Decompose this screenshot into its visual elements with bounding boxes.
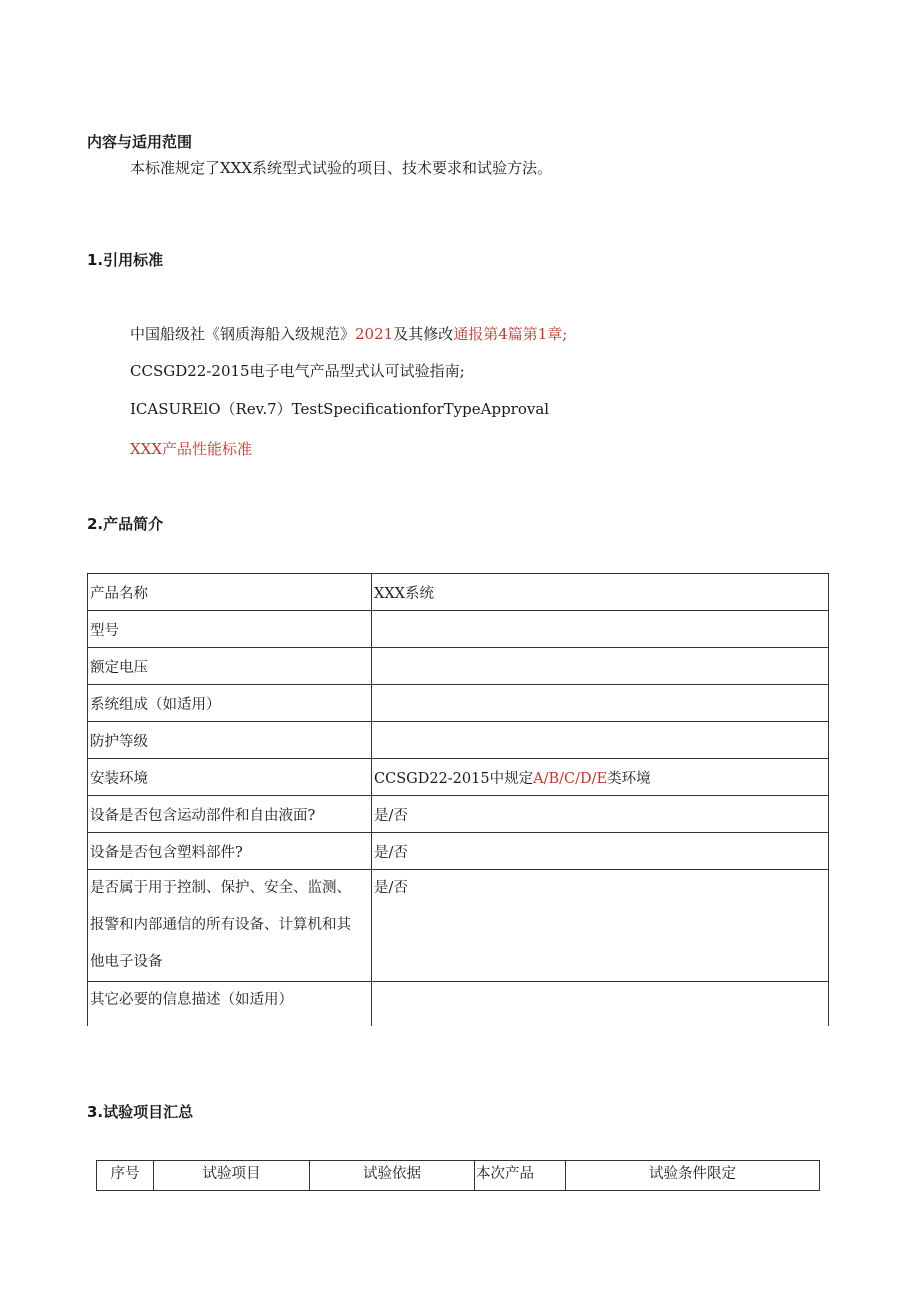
header-test-conditions: 试验条件限定 (566, 1161, 820, 1191)
system-composition-label: 系统组成（如适用） (88, 685, 372, 722)
product-info-table (87, 573, 829, 1026)
reference-2: CCSGD22-2015电子电气产品型式认可试验指南; (130, 362, 465, 380)
table-row (88, 611, 829, 648)
reference-1-year: 2021 (355, 325, 394, 343)
table-row (88, 722, 829, 759)
rated-voltage-label: 额定电压 (88, 648, 372, 685)
table-row (88, 833, 829, 870)
rated-voltage-value (372, 648, 829, 685)
installation-environment-value (372, 759, 829, 796)
test-summary-table (96, 1160, 820, 1191)
scope-title: 内容与适用范围 (87, 133, 193, 151)
moving-parts-label: 设备是否包含运动部件和自由液面? (88, 796, 372, 833)
model-value (372, 611, 829, 648)
header-test-item: 试验项目 (154, 1161, 310, 1191)
header-this-product: 本次产品 (475, 1161, 566, 1191)
equipment-category-line-3: 他电子设备 (90, 954, 163, 970)
reference-1 (130, 323, 567, 344)
protection-class-value (372, 722, 829, 759)
reference-1-part3: 及其修改 (393, 325, 454, 343)
section2-title: 2.产品简介 (87, 515, 164, 533)
installation-env-pre: CCSGD22-2015中规定 (374, 770, 534, 787)
table-row (88, 648, 829, 685)
protection-class-label: 防护等级 (88, 722, 372, 759)
table-row (88, 870, 829, 982)
installation-environment-label: 安装环境 (88, 759, 372, 796)
model-label: 型号 (88, 611, 372, 648)
equipment-category-value: 是/否 (372, 870, 829, 982)
equipment-category-line-1: 是否属于用于控制、保护、安全、监测、 (90, 880, 351, 896)
product-name-value: XXX系统 (372, 574, 829, 611)
table-row (88, 796, 829, 833)
equipment-category-label (88, 870, 372, 982)
section3-title: 3.试验项目汇总 (87, 1103, 194, 1121)
plastic-parts-value: 是/否 (372, 833, 829, 870)
product-name-label: 产品名称 (88, 574, 372, 611)
reference-1-part4: 通报第4篇第1章; (453, 325, 568, 343)
equipment-category-line-2: 报警和内部通信的所有设备、计算机和其 (90, 917, 351, 933)
table-header-row (97, 1161, 820, 1191)
header-serial-number: 序号 (97, 1161, 154, 1191)
other-info-value (372, 982, 829, 1027)
installation-env-post: 类环境 (607, 770, 651, 787)
other-info-label: 其它必要的信息描述（如适用） (88, 982, 372, 1027)
table-row (88, 982, 829, 1027)
reference-3: ICASURElO（Rev.7）TestSpecificationforTypeApproval (130, 400, 550, 418)
reference-4: XXX产品性能标准 (130, 440, 253, 458)
header-test-basis: 试验依据 (310, 1161, 475, 1191)
plastic-parts-label: 设备是否包含塑料部件? (88, 833, 372, 870)
section1-title: 1.引用标准 (87, 251, 164, 269)
table-row (88, 759, 829, 796)
system-composition-value (372, 685, 829, 722)
scope-text: 本标准规定了XXX系统型式试验的项目、技术要求和试验方法。 (130, 159, 553, 177)
installation-env-classes: A/B/C/D/E (533, 770, 608, 787)
table-row (88, 574, 829, 611)
reference-1-part1: 中国船级社《钢质海船入级规范》 (130, 325, 356, 343)
moving-parts-value: 是/否 (372, 796, 829, 833)
table-row (88, 685, 829, 722)
